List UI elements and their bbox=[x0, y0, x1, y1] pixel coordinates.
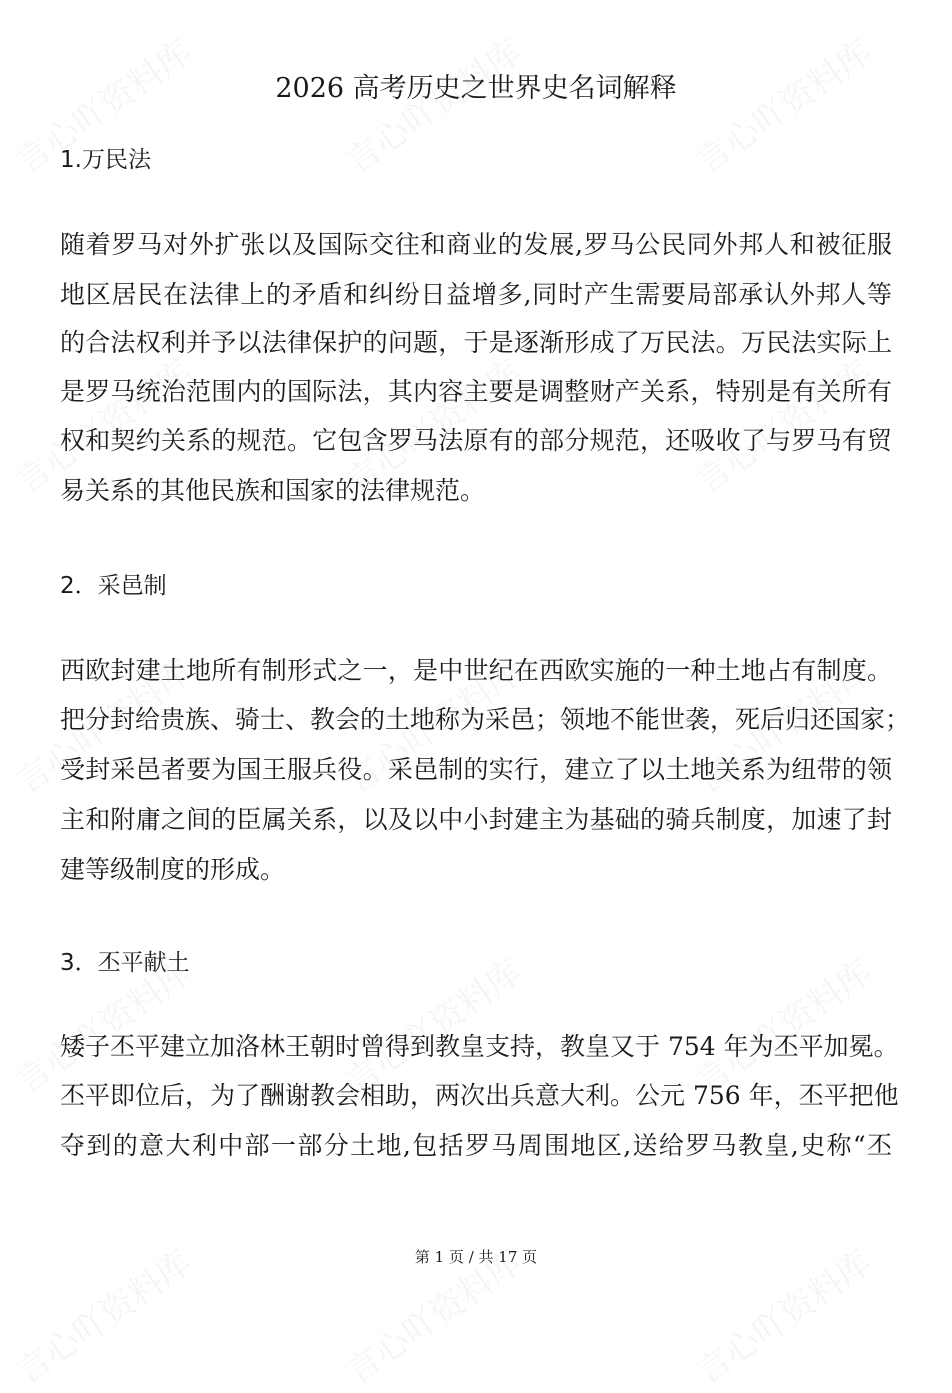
paragraph-line: 矮子丕平建立加洛林王朝时曾得到教皇支持，教皇又于 754 年为丕平加冕。 bbox=[60, 1032, 899, 1061]
paragraph-line: 受封采邑者要为国王服兵役。采邑制的实行，建立了以土地关系为纽带的领 bbox=[60, 755, 892, 784]
document-title: 2026 高考历史之世界史名词解释 bbox=[275, 73, 677, 104]
section-heading: 2．采邑制 bbox=[60, 573, 167, 599]
paragraph-line: 把分封给贵族、骑士、教会的土地称为采邑；领地不能世袭，死后归还国家； bbox=[60, 705, 911, 734]
paragraph-line: 主和附庸之间的臣属关系，以及以中小封建主为基础的骑兵制度，加速了封 bbox=[60, 805, 892, 834]
paragraph-line: 权和契约关系的规范。它包含罗马法原有的部分规范，还吸收了与罗马有贸 bbox=[60, 426, 892, 455]
section-heading: 3．丕平献土 bbox=[60, 950, 190, 976]
page-footer: 第 1 页 / 共 17 页 bbox=[414, 1248, 538, 1266]
section-heading: 1.万民法 bbox=[60, 147, 151, 173]
paragraph-line: 是罗马统治范围内的国际法，其内容主要是调整财产关系，特别是有关所有 bbox=[60, 377, 892, 406]
paragraph-line: 随着罗马对外扩张以及国际交往和商业的发展,罗马公民同外邦人和被征服 bbox=[60, 230, 892, 259]
paragraph-line: 的合法权利并予以法律保护的问题，于是逐渐形成了万民法。万民法实际上 bbox=[60, 328, 892, 357]
paragraph-line: 夺到的意大利中部一部分土地,包括罗马周围地区,送给罗马教皇,史称“丕 bbox=[60, 1131, 892, 1160]
paragraph-line: 建等级制度的形成。 bbox=[60, 855, 286, 884]
paragraph-line: 地区居民在法律上的矛盾和纠纷日益增多,同时产生需要局部承认外邦人等 bbox=[60, 280, 892, 309]
paragraph-line: 丕平即位后，为了酬谢教会相助，两次出兵意大利。公元 756 年，丕平把他 bbox=[60, 1081, 899, 1110]
paragraph-line: 易关系的其他民族和国家的法律规范。 bbox=[60, 476, 486, 505]
paragraph-line: 西欧封建土地所有制形式之一，是中世纪在西欧实施的一种土地占有制度。 bbox=[60, 656, 892, 685]
